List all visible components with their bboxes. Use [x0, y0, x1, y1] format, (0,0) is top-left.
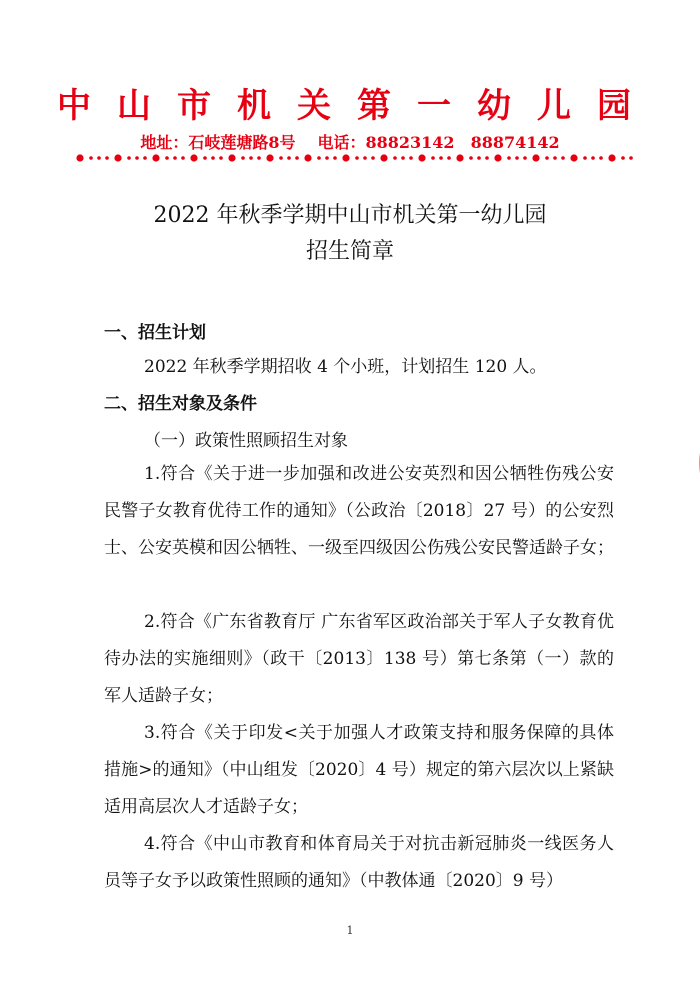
divider-dot — [219, 156, 223, 160]
divider-dot — [279, 156, 283, 160]
divider-dot — [532, 154, 539, 161]
divider-dot — [89, 156, 93, 160]
divider-dot — [342, 154, 349, 161]
divider-dot — [401, 156, 405, 160]
page-number: 1 — [346, 924, 354, 937]
divider-dot — [409, 156, 413, 160]
divider-dot — [325, 156, 329, 160]
divider-dot — [371, 156, 375, 160]
divider-dot — [241, 156, 245, 160]
divider-dot — [228, 154, 235, 161]
divider-dot — [439, 156, 443, 160]
divider-dot — [380, 154, 387, 161]
divider-dot — [173, 156, 177, 160]
divider-dot — [621, 156, 625, 160]
divider-dot — [485, 156, 489, 160]
item-4: 4.符合《中山市教育和体育局关于对抗击新冠肺炎一线医务人员等子女予以政策性照顾的通知》（中教体通〔2020〕9 号） — [104, 834, 614, 891]
letterhead-phone: 电话：88823142 88874142 — [317, 133, 560, 152]
divider-dot — [591, 156, 595, 160]
title-line-2: 招生简章 — [305, 239, 394, 264]
divider-dot — [393, 156, 397, 160]
divider-dot — [190, 154, 197, 161]
divider-dot — [418, 154, 425, 161]
item-3: 3.符合《关于印发<关于加强人才政策支持和服务保障的具体措施>的通知》（中山组发〔2020〕4 号）规定的第六层次以上紧缺适用高层次人才适龄子女； — [104, 723, 614, 817]
divider-dot — [363, 156, 367, 160]
divider-dot — [553, 156, 557, 160]
divider-dot — [608, 154, 615, 161]
divider-dot — [507, 156, 511, 160]
divider-dot — [355, 156, 359, 160]
divider-dot — [469, 156, 473, 160]
divider-dot — [97, 156, 101, 160]
divider-dot — [203, 156, 207, 160]
divider-dot — [545, 156, 549, 160]
divider-dot — [257, 156, 261, 160]
divider-dot — [570, 154, 577, 161]
divider-dot — [629, 156, 633, 160]
divider-dot — [105, 156, 109, 160]
divider-dot — [494, 154, 501, 161]
divider-dot — [135, 156, 139, 160]
divider-dot — [152, 154, 159, 161]
divider-dot — [515, 156, 519, 160]
section-2-heading: 二、招生对象及条件 — [104, 394, 257, 414]
divider-dot — [431, 156, 435, 160]
divider-dot — [76, 154, 83, 161]
letterhead-org-name: 中山市机关第一幼儿园 — [57, 86, 657, 126]
divider-dot — [249, 156, 253, 160]
divider-dot — [583, 156, 587, 160]
divider-dot — [523, 156, 527, 160]
divider-dot — [333, 156, 337, 160]
divider-dot — [287, 156, 291, 160]
letterhead-address: 地址：石岐莲塘路8号 — [140, 133, 296, 152]
title-line-1: 2022 年秋季学期中山市机关第一幼儿园 — [153, 203, 547, 228]
divider-dot — [447, 156, 451, 160]
divider-dot — [295, 156, 299, 160]
divider-dot — [114, 154, 121, 161]
subsection-1: （一）政策性照顾招生对象 — [144, 431, 348, 451]
divider-dot — [143, 156, 147, 160]
item-2: 2.符合《广东省教育厅 广东省军区政治部关于军人子女教育优待办法的实施细则》（政干〔2013〕138 号）第七条第（一）款的军人适龄子女； — [104, 612, 614, 706]
divider-dot — [181, 156, 185, 160]
divider-dot — [561, 156, 565, 160]
divider-dot — [317, 156, 321, 160]
divider-dot — [599, 156, 603, 160]
letterhead-divider — [76, 150, 636, 166]
document-title — [0, 198, 700, 270]
divider-dot — [266, 154, 273, 161]
section-1-heading: 一、招生计划 — [104, 323, 206, 343]
red-seal-stamp — [680, 408, 700, 518]
item-1: 1.符合《关于进一步加强和改进公安英烈和因公牺牲伤残公安民警子女教育优待工作的通知》（公政治〔2018〕27 号）的公安烈士、公安英模和因公牺牲、一级至四级因公伤残公安民警适龄子女； — [104, 464, 614, 558]
divider-dot — [127, 156, 131, 160]
section-1-text: 2022 年秋季学期招收 4 个小班，计划招生 120 人。 — [144, 357, 547, 377]
divider-dot — [456, 154, 463, 161]
divider-dot — [477, 156, 481, 160]
divider-dot — [211, 156, 215, 160]
divider-dot — [165, 156, 169, 160]
divider-dot — [304, 154, 311, 161]
